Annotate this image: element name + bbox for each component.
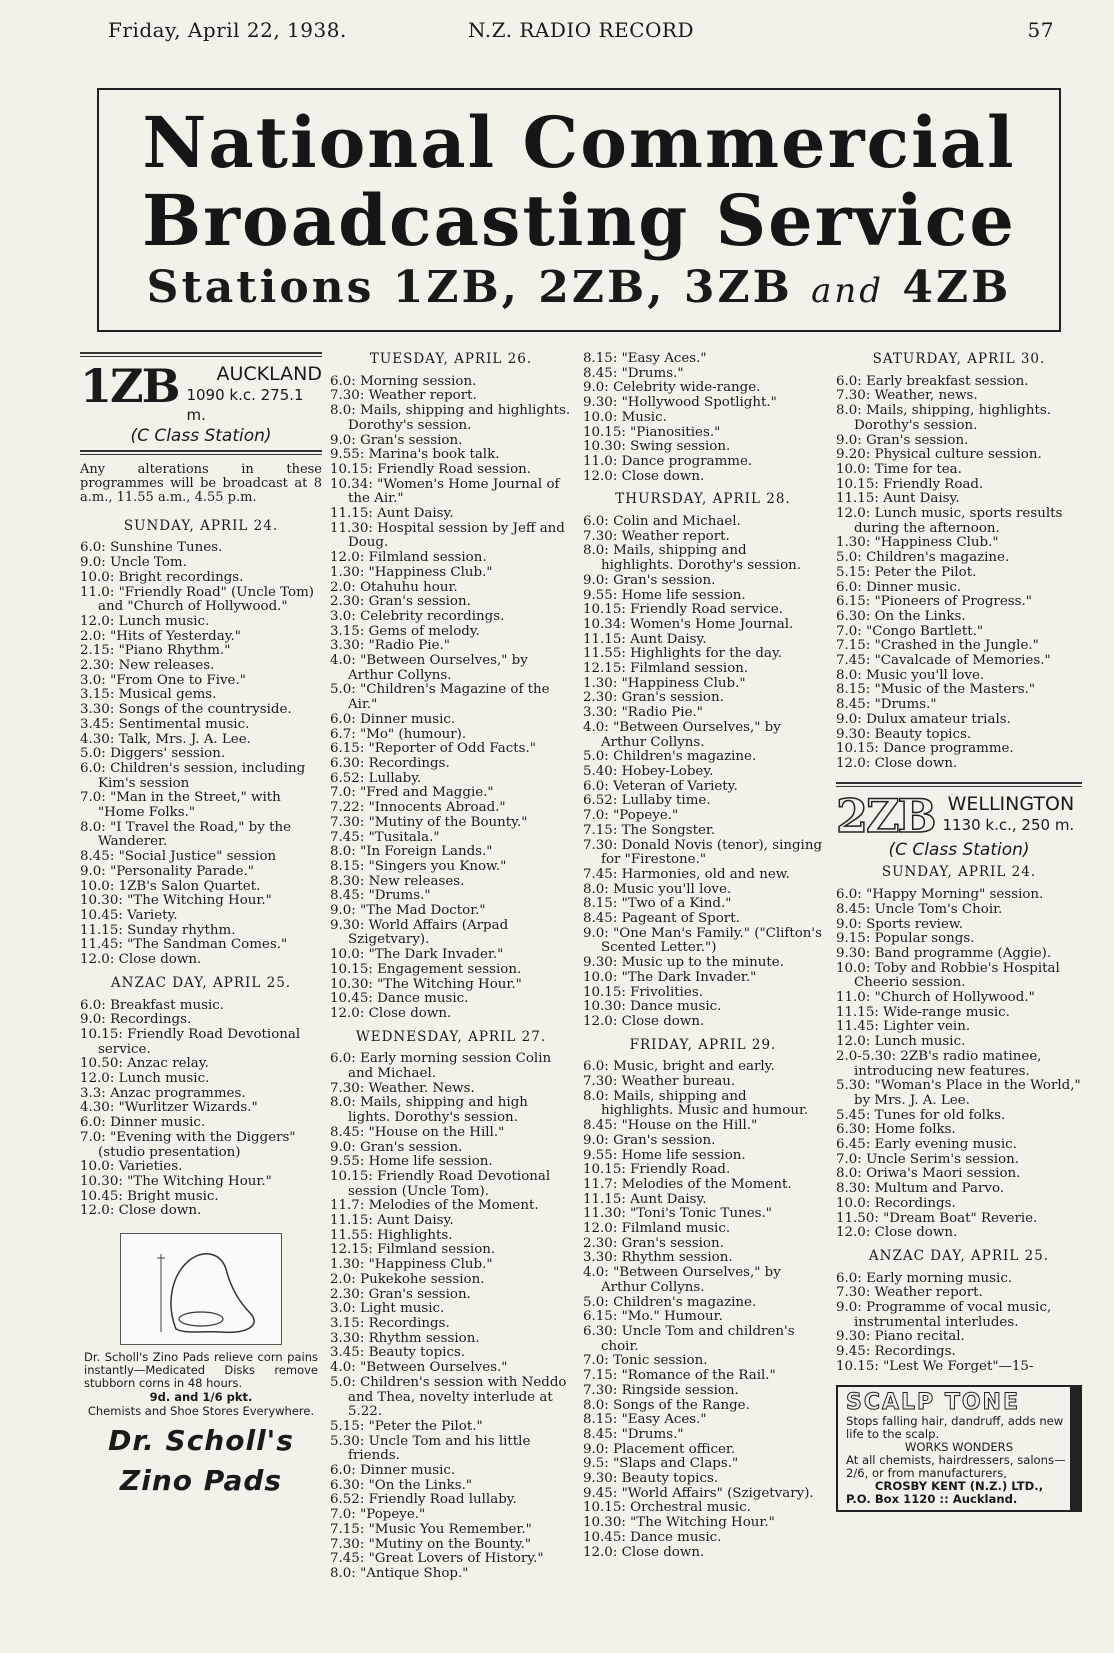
- program-entry: 9.0: Gran's session.: [330, 1139, 463, 1155]
- program-entry: 6.0: Children's session, including Kim's session: [80, 760, 306, 791]
- program-entry: 8.15: "Singers you Know.": [330, 858, 507, 874]
- issue-date: Friday, April 22, 1938.: [108, 18, 347, 42]
- program-entry: 9.5: "Slaps and Claps.": [583, 1456, 739, 1472]
- program-entry: 8.0: "I Travel the Road," by the Wanderer.: [80, 819, 291, 850]
- program-entry: 2.0: Pukekohe session.: [330, 1271, 485, 1287]
- program-entry: 10.0: Recordings.: [836, 1195, 956, 1211]
- program-entry: 7.30: "Mutiny on the Bounty.": [330, 1536, 532, 1552]
- program-entry: 7.45: "Tusitala.": [330, 829, 440, 845]
- program-entry: 8.15: "Easy Aces.": [583, 1412, 707, 1428]
- program-entry: 7.30: Weather bureau.: [583, 1074, 736, 1090]
- program-entry: 9.0: "One Man's Family." ("Clifton's Scented Letter."): [583, 925, 822, 956]
- program-entry: 9.30: Band programme (Aggie).: [836, 945, 1052, 961]
- scalp-tone-line-5: P.O. Box 1120 :: Auckland.: [846, 1491, 1018, 1506]
- program-entry: 2.0: Otahuhu hour.: [330, 579, 458, 595]
- program-entry: 5.0: Children's session with Neddo and Thea, novelty interlude at 5.22.: [330, 1374, 567, 1420]
- masthead-banner: [97, 88, 1061, 332]
- program-list: [80, 999, 322, 1220]
- program-entry: 12.15: Filmland session.: [330, 1242, 496, 1258]
- program-entry: 1.30: "Happiness Club.": [330, 564, 493, 580]
- program-entry: 9.0: "The Mad Doctor.": [330, 903, 486, 919]
- program-entry: 9.0: Programme of vocal music, instrumental interludes.: [836, 1300, 1052, 1330]
- program-entry: 12.0: Filmland music.: [583, 1221, 731, 1237]
- program-entry: 8.0: Mails, shipping and highlights. Dorothy's session.: [330, 403, 571, 433]
- program-entry: 10.0: Toby and Robbie's Hospital Cheerio session.: [836, 960, 1060, 991]
- program-entry: 10.30: "The Witching Hour.": [583, 1515, 775, 1531]
- program-entry: 10.0: "The Dark Invader.": [330, 947, 504, 963]
- program-entry: 11.15: Sunday rhythm.: [80, 922, 236, 938]
- program-entry: 9.30: Piano recital.: [836, 1329, 965, 1345]
- program-entry: 6.30: Home folks.: [836, 1122, 956, 1138]
- program-entry: 6.15: "Pioneers of Progress.": [836, 594, 1032, 610]
- program-entry: 7.0: "Evening with the Diggers" (studio presentation): [80, 1129, 296, 1160]
- program-entry: 5.15: Peter the Pilot.: [836, 564, 977, 580]
- program-entry: 1.30: "Happiness Club.": [583, 675, 746, 691]
- program-entry: 2.0-5.30: 2ZB's radio matinee, introducing new features.: [836, 1048, 1042, 1079]
- station-name: AUCKLAND: [216, 363, 322, 385]
- program-entry: 10.15: Friendly Road Devotional service.: [80, 1026, 301, 1057]
- scholl-brand: Dr. Scholl's: [108, 1423, 294, 1457]
- program-entry: 10.15: Friendly Road.: [583, 1162, 731, 1178]
- program-entry: 11.15: Aunt Daisy.: [330, 1213, 454, 1229]
- program-entry: 2.30: Gran's session.: [330, 594, 471, 610]
- program-entry: 9.55: Home life session.: [583, 587, 746, 603]
- day-heading: FRIDAY, APRIL 29.: [629, 1036, 777, 1053]
- program-entry: 6.45: Early evening music.: [836, 1137, 1017, 1153]
- program-entry: 8.0: Mails, shipping and highlights. Music and humour.: [583, 1088, 809, 1119]
- scalp-tone-line-4: CROSBY KENT (N.Z.) LTD.,: [874, 1478, 1044, 1493]
- program-entry: 6.30: "On the Links.": [330, 1477, 472, 1493]
- program-entry: 7.45: Harmonies, old and new.: [583, 866, 790, 882]
- program-entry: 3.15: Gems of melody.: [330, 623, 480, 639]
- program-entry: 7.15: "Romance of the Rail.": [583, 1368, 776, 1384]
- banner-4zb: 4ZB: [902, 262, 1012, 313]
- program-entry: 10.15: Frivolities.: [583, 984, 703, 1000]
- program-entry: 7.0: Uncle Serim's session.: [836, 1151, 1019, 1167]
- scholl-advertisement: [80, 1233, 322, 1498]
- program-entry: 11.30: Hospital session by Jeff and Doug.: [330, 520, 565, 551]
- program-entry: 3.30: Songs of the countryside.: [80, 702, 292, 718]
- station-code: 1ZB: [80, 359, 179, 413]
- program-entry: 11.0: Dance programme.: [583, 453, 753, 469]
- scholl-text: Dr. Scholl's Zino Pads relieve corn pains instantly—Medicated Disks remove stubborn corns in 48 hours.: [84, 1350, 318, 1391]
- program-entry: 6.30: Uncle Tom and children's choir.: [583, 1324, 795, 1354]
- program-entry: 6.15: "Mo." Humour.: [583, 1309, 723, 1325]
- program-entry: 2.0: "Hits of Yesterday.": [80, 628, 241, 644]
- program-entry: 2.30: Gran's session.: [583, 1235, 724, 1251]
- program-entry: 10.0: Varieties.: [80, 1159, 183, 1175]
- program-entry: 9.0: Gran's session.: [836, 432, 969, 448]
- program-list: [836, 1272, 1082, 1375]
- program-entry: 2.15: "Piano Rhythm.": [80, 643, 231, 659]
- program-entry: 11.15: Aunt Daisy.: [330, 506, 454, 522]
- day-heading: SATURDAY, APRIL 30.: [872, 351, 1046, 367]
- program-entry: 8.30: Multum and Parvo.: [836, 1181, 1005, 1197]
- program-entry: 8.45: "House on the Hill.": [330, 1124, 505, 1140]
- program-entry: 11.15: Wide-range music.: [836, 1004, 1010, 1020]
- program-entry: 6.0: Early breakfast session.: [836, 373, 1029, 389]
- program-entry: 5.0: "Children's Magazine of the Air.": [330, 682, 550, 713]
- program-entry: 9.0: Sports review.: [836, 916, 964, 932]
- program-entry: 8.0: Oriwa's Maori session.: [836, 1166, 1021, 1182]
- program-entry: 10.0: Bright recordings.: [80, 569, 244, 585]
- program-entry: 6.30: On the Links.: [836, 608, 966, 624]
- program-entry: 5.0: Children's magazine.: [583, 1294, 757, 1310]
- program-entry: 1.30: "Happiness Club.": [330, 1257, 493, 1273]
- station-name: WELLINGTON: [947, 792, 1075, 815]
- program-entry: 12.0: Filmland session.: [330, 550, 487, 566]
- program-entry: 9.0: Gran's session.: [583, 572, 716, 588]
- column-3: [583, 352, 823, 1560]
- program-entry: 5.30: Uncle Tom and his little friends.: [330, 1433, 531, 1464]
- program-entry: 4.30: "Wurlitzer Wizards.": [80, 1100, 258, 1116]
- program-entry: 6.15: "Reporter of Odd Facts.": [330, 741, 536, 757]
- program-entry: 7.30: "Mutiny of the Bounty.": [330, 814, 528, 830]
- program-entry: 6.0: Music, bright and early.: [583, 1059, 775, 1075]
- publication-title: N.Z. RADIO RECORD: [468, 18, 694, 42]
- program-entry: 10.0: 1ZB's Salon Quartet.: [80, 878, 261, 894]
- program-entry: 1.30: "Happiness Club.": [836, 535, 999, 551]
- program-entry: 12.0: Lunch music, sports results during the afternoon.: [836, 506, 1063, 536]
- program-entry: 8.0: Music you'll love.: [836, 667, 985, 683]
- column-2: [330, 352, 572, 1582]
- alterations-note: Any alterations in these programmes will be broadcast at 8 a.m., 11.55 a.m., 4.55 p.m.: [80, 461, 322, 505]
- program-entry: 5.30: "Woman's Place in the World," by Mrs. J. A. Lee.: [836, 1078, 1081, 1108]
- program-entry: 7.0: "Congo Bartlett.": [836, 623, 984, 639]
- scalp-tone-title: SCALP TONE: [846, 1389, 1020, 1415]
- program-entry: 7.15: The Songster.: [583, 822, 716, 838]
- program-entry: 7.0: "Man in the Street," with "Home Folks.": [80, 790, 281, 821]
- program-entry: 8.15: "Easy Aces.": [583, 351, 707, 366]
- program-entry: 5.0: Diggers' session.: [80, 746, 226, 762]
- program-entry: 9.0: Gran's session.: [330, 432, 463, 448]
- program-entry: 8.45: "Drums.": [583, 365, 684, 381]
- program-entry: 8.0: Music you'll love.: [583, 881, 732, 897]
- program-entry: 5.45: Tunes for old folks.: [836, 1107, 1006, 1123]
- day-heading: SUNDAY, APRIL 24.: [881, 864, 1037, 881]
- program-entry: 8.15: "Two of a Kind.": [583, 896, 732, 912]
- program-entry: 9.0: Gran's session.: [583, 1132, 716, 1148]
- scholl-brand-2: Zino Pads: [119, 1463, 283, 1497]
- program-entry: 9.30: Beauty topics.: [583, 1471, 719, 1487]
- program-entry: 3.45: Sentimental music.: [80, 716, 250, 732]
- program-entry: 8.45: Pageant of Sport.: [583, 911, 740, 927]
- program-entry: 7.15: "Crashed in the Jungle.": [836, 638, 1039, 654]
- day-heading: THURSDAY, APRIL 28.: [615, 491, 791, 508]
- program-entry: 11.0: "Church of Hollywood.": [836, 990, 1035, 1006]
- program-entry: 4.0: "Between Ourselves," by Arthur Collyns.: [583, 719, 781, 750]
- program-entry: 10.0: Time for tea.: [836, 461, 962, 477]
- program-entry: 11.7: Melodies of the Moment.: [583, 1176, 792, 1192]
- program-entry: 11.7: Melodies of the Moment.: [330, 1198, 539, 1214]
- program-entry: 9.30: World Affairs (Arpad Szigetvary).: [330, 917, 509, 948]
- program-entry: 12.0: Close down.: [836, 1225, 958, 1241]
- day-heading: SUNDAY, APRIL 24.: [123, 517, 279, 534]
- program-entry: 10.30: "The Witching Hour.": [80, 893, 272, 909]
- program-entry: 10.34: Women's Home Journal.: [583, 616, 794, 632]
- program-entry: 12.0: Close down.: [80, 1203, 202, 1219]
- program-entry: 6.0: Dinner music.: [330, 1463, 456, 1479]
- program-entry: 10.15: Orchestral music.: [583, 1500, 751, 1516]
- program-entry: 9.20: Physical culture session.: [836, 447, 1042, 463]
- program-entry: 6.0: Colin and Michael.: [583, 514, 741, 530]
- program-entry: 10.15: Friendly Road session.: [330, 461, 532, 477]
- program-entry: 8.45: "Drums.": [583, 1426, 684, 1442]
- station-class: (C Class Station): [888, 839, 1030, 860]
- program-entry: 9.0: Uncle Tom.: [80, 555, 187, 571]
- program-entry: 3.3: Anzac programmes.: [80, 1085, 246, 1101]
- program-entry: 11.15: Aunt Daisy.: [583, 631, 707, 647]
- station-header-1zb: [80, 359, 322, 425]
- program-entry: 2.30: Gran's session.: [583, 690, 724, 706]
- program-entry: 7.0: "Popeye.": [583, 808, 679, 824]
- banner-and: and: [811, 271, 885, 311]
- program-entry: 9.30: Music up to the minute.: [583, 955, 784, 971]
- program-entry: 7.30: Weather report.: [836, 1285, 983, 1301]
- program-entry: 10.15: Friendly Road service.: [583, 602, 783, 618]
- program-entry: 5.0: Children's magazine.: [836, 550, 1010, 566]
- program-entry: 6.52: Lullaby time.: [583, 793, 711, 809]
- program-entry: 10.30: Swing session.: [583, 439, 731, 455]
- scholl-where: Chemists and Shoe Stores Everywhere.: [87, 1403, 315, 1418]
- banner-stations: Stations 1ZB, 2ZB, 3ZB: [146, 262, 793, 313]
- program-entry: 3.15: Musical gems.: [80, 687, 217, 703]
- column-1: [80, 352, 322, 1498]
- program-entry: 10.15: Engagement session.: [330, 961, 522, 977]
- program-entry: 9.45: Recordings.: [836, 1344, 956, 1360]
- program-entry: 4.0: "Between Ourselves," by Arthur Collyns.: [583, 1265, 781, 1295]
- program-entry: 3.30: Rhythm session.: [330, 1330, 480, 1346]
- program-entry: 10.45: Variety.: [80, 907, 178, 923]
- program-entry: 10.30: Dance music.: [583, 999, 722, 1015]
- column-4: [836, 352, 1082, 1512]
- program-entry: 11.50: "Dream Boat" Reverie.: [836, 1210, 1038, 1226]
- program-entry: 11.55: Highlights.: [330, 1227, 453, 1243]
- program-entry: 8.30: New releases.: [330, 873, 465, 889]
- program-list: [836, 375, 1082, 772]
- program-entry: 4.0: "Between Ourselves.": [330, 1360, 508, 1376]
- program-entry: 11.30: "Toni's Tonic Tunes.": [583, 1206, 772, 1222]
- program-entry: 9.0: Placement officer.: [583, 1441, 736, 1457]
- program-entry: 2.30: New releases.: [80, 658, 215, 674]
- program-entry: 9.55: Marina's book talk.: [330, 447, 500, 463]
- program-entry: 3.45: Beauty topics.: [330, 1345, 466, 1361]
- program-entry: 11.45: "The Sandman Comes.": [80, 937, 288, 953]
- program-entry: 6.52: Lullaby.: [330, 770, 422, 786]
- program-entry: 10.15: Friendly Road.: [836, 476, 984, 492]
- program-entry: 10.45: Dance music.: [583, 1529, 722, 1545]
- program-entry: 9.30: Beauty topics.: [836, 726, 972, 742]
- program-entry: 6.7: "Mo" (humour).: [330, 726, 467, 742]
- foot-illustration: [120, 1233, 282, 1345]
- program-entry: 8.0: "In Foreign Lands.": [330, 844, 493, 860]
- program-entry: 2.30: Gran's session.: [330, 1286, 471, 1302]
- program-entry: 7.15: "Music You Remember.": [330, 1521, 532, 1537]
- program-entry: 10.30: "The Witching Hour.": [330, 976, 522, 992]
- program-entry: 10.15: "Pianosities.": [583, 424, 721, 440]
- program-entry: 6.30: Recordings.: [330, 755, 450, 771]
- program-entry: 8.15: "Music of the Masters.": [836, 682, 1036, 698]
- program-entry: 3.15: Recordings.: [330, 1316, 450, 1331]
- program-entry: 5.40: Hobey-Lobey.: [583, 763, 714, 779]
- program-entry: 6.0: Early morning music.: [836, 1270, 1013, 1286]
- program-entry: 6.52: Friendly Road lullaby.: [330, 1492, 517, 1508]
- program-entry: 7.45: "Cavalcade of Memories.": [836, 653, 1051, 669]
- program-entry: 7.30: Ringside session.: [583, 1382, 739, 1398]
- day-heading: WEDNESDAY, APRIL 27.: [355, 1028, 547, 1045]
- program-entry: 11.15: Aunt Daisy.: [836, 491, 960, 507]
- program-entry: 7.30: Weather, news.: [836, 388, 978, 404]
- program-entry: 8.0: "Antique Shop.": [330, 1565, 469, 1581]
- program-entry: 8.0: Mails, shipping, highlights. Dorothy's session.: [836, 403, 1051, 433]
- scalp-tone-advertisement: [836, 1385, 1082, 1512]
- program-list: [330, 1052, 572, 1581]
- program-entry: 6.0: Sunshine Tunes.: [80, 540, 223, 556]
- program-list: [583, 1060, 823, 1560]
- program-entry: 12.0: Lunch music.: [80, 1071, 210, 1087]
- page-number: 57: [1027, 18, 1054, 42]
- program-entry: 10.15: "Lest We Forget"—15-: [836, 1358, 1034, 1374]
- program-entry: 3.0: Celebrity recordings.: [330, 608, 505, 624]
- program-list: [583, 515, 823, 1030]
- scalp-tone-line-3: At all chemists, hairdressers, salons—2/6, or from manufacturers,: [846, 1452, 1066, 1480]
- program-entry: 6.0: Morning session.: [330, 373, 477, 389]
- program-entry: 7.22: "Innocents Abroad.": [330, 800, 506, 816]
- divider: [80, 450, 322, 455]
- program-entry: 12.0: Lunch music.: [836, 1034, 966, 1050]
- station-header-2zb: [836, 788, 1082, 843]
- program-entry: 7.30: Donald Novis (tenor), singing for "Firestone.": [583, 837, 823, 868]
- program-entry: 8.45: "Social Justice" session: [80, 849, 277, 865]
- program-entry: 9.30: "Hollywood Spotlight.": [583, 395, 777, 411]
- station-class: (C Class Station): [130, 426, 272, 446]
- program-entry: 9.55: Home life session.: [583, 1147, 746, 1163]
- program-entry: 7.45: "Great Lovers of History.": [330, 1551, 544, 1567]
- program-entry: 6.0: Breakfast music.: [80, 997, 225, 1013]
- program-entry: 5.0: Children's magazine.: [583, 749, 757, 765]
- program-entry: 9.0: "Personality Parade.": [80, 863, 254, 879]
- program-entry: 12.0: Close down.: [80, 952, 202, 968]
- program-entry: 12.15: Filmland session.: [583, 661, 749, 677]
- divider: [836, 782, 1082, 787]
- day-heading: ANZAC DAY, APRIL 25.: [868, 1247, 1050, 1264]
- program-entry: 6.0: Dinner music.: [80, 1115, 206, 1131]
- divider: [80, 352, 322, 357]
- program-entry: 10.34: "Women's Home Journal of the Air.": [330, 476, 560, 507]
- program-entry: 10.45: Dance music.: [330, 991, 469, 1007]
- program-entry: 8.45: "House on the Hill.": [583, 1118, 758, 1134]
- program-entry: 10.0: "The Dark Invader.": [583, 969, 757, 985]
- station-code: 2ZB: [836, 788, 935, 843]
- program-entry: 12.0: Close down.: [836, 755, 958, 771]
- program-entry: 9.0: Recordings.: [80, 1012, 192, 1028]
- scalp-tone-line-1: Stops falling hair, dandruff, adds new life to the scalp.: [846, 1413, 1064, 1441]
- banner-line-2: Broadcasting Service: [142, 179, 1016, 262]
- program-entry: 11.55: Highlights for the day.: [583, 646, 782, 662]
- program-entry: 5.15: "Peter the Pilot.": [330, 1418, 483, 1434]
- ad-border-bar: [1070, 1385, 1082, 1512]
- program-entry: 3.30: "Radio Pie.": [583, 705, 703, 721]
- program-entry: 10.45: Bright music.: [80, 1188, 219, 1204]
- program-entry: 12.0: Close down.: [583, 1013, 705, 1029]
- program-entry: 10.0: Music.: [583, 409, 667, 425]
- program-entry: 10.15: Friendly Road Devotional session (Uncle Tom).: [330, 1168, 551, 1199]
- program-entry: 8.0: Mails, shipping and highlights. Dorothy's session.: [583, 543, 802, 574]
- program-entry: 6.0: Early morning session Colin and Michael.: [330, 1051, 552, 1082]
- program-entry: 6.0: "Happy Morning" session.: [836, 887, 1044, 903]
- program-entry: 12.0: Lunch music.: [80, 613, 210, 629]
- program-entry: 12.0: Close down.: [583, 1544, 705, 1560]
- program-list: [836, 888, 1082, 1241]
- program-entry: 6.0: Veteran of Variety.: [583, 778, 738, 794]
- program-entry: 6.0: Dinner music.: [836, 579, 962, 595]
- scalp-tone-line-2: WORKS WONDERS: [904, 1439, 1014, 1454]
- program-entry: 4.30: Talk, Mrs. J. A. Lee.: [80, 731, 251, 747]
- program-entry: 6.0: Dinner music.: [330, 711, 456, 727]
- day-heading: ANZAC DAY, APRIL 25.: [110, 974, 292, 991]
- program-list: [80, 541, 322, 967]
- program-list: [330, 375, 572, 1022]
- program-entry: 11.0: "Friendly Road" (Uncle Tom) and "Church of Hollywood.": [80, 584, 315, 615]
- program-entry: 8.45: Uncle Tom's Choir.: [836, 901, 1003, 917]
- program-entry: 7.0: Tonic session.: [583, 1353, 708, 1369]
- program-entry: 7.0: "Popeye.": [330, 1507, 426, 1523]
- program-entry: 4.0: "Between Ourselves," by Arthur Collyns.: [330, 653, 528, 683]
- program-entry: 3.30: "Radio Pie.": [330, 638, 450, 654]
- program-entry: 7.0: "Fred and Maggie.": [330, 785, 494, 801]
- program-entry: 9.15: Popular songs.: [836, 931, 975, 947]
- program-entry: 11.15: Aunt Daisy.: [583, 1191, 707, 1207]
- station-frequency: 1130 k.c., 250 m.: [942, 815, 1075, 834]
- banner-line-3: [99, 262, 1059, 317]
- banner-line-1: National Commercial: [142, 101, 1016, 184]
- page-header: [108, 18, 1054, 42]
- program-entry: 8.45: "Drums.": [330, 888, 431, 904]
- day-heading: TUESDAY, APRIL 26.: [369, 351, 533, 367]
- program-entry: 7.30: Weather. News.: [330, 1080, 475, 1096]
- station-frequency: 1090 k.c. 275.1 m.: [186, 386, 304, 424]
- program-entry: 9.0: Dulux amateur trials.: [836, 711, 1011, 727]
- program-entry: 3.0: "From One to Five.": [80, 672, 246, 688]
- scholl-price: 9d. and 1/6 pkt.: [149, 1390, 253, 1405]
- program-entry: 9.55: Home life session.: [330, 1154, 493, 1170]
- program-entry: 10.50: Anzac relay.: [80, 1056, 209, 1072]
- program-entry: 10.15: Dance programme.: [836, 741, 1014, 757]
- program-entry: 11.45: Lighter vein.: [836, 1019, 971, 1035]
- program-entry: 8.0: Songs of the Range.: [583, 1397, 750, 1413]
- program-entry: 3.30: Rhythm session.: [583, 1250, 733, 1266]
- program-entry: 8.0: Mails, shipping and high lights. Dorothy's session.: [330, 1095, 528, 1126]
- program-entry: 9.45: "World Affairs" (Szigetvary).: [583, 1485, 814, 1501]
- program-entry: 10.30: "The Witching Hour.": [80, 1173, 272, 1189]
- program-entry: 7.30: Weather report.: [330, 388, 477, 404]
- program-entry: 7.30: Weather report.: [583, 528, 730, 544]
- program-entry: 3.0: Light music.: [330, 1301, 445, 1317]
- program-entry: 12.0: Close down.: [583, 468, 705, 484]
- program-list: [583, 352, 823, 484]
- program-entry: 9.0: Celebrity wide-range.: [583, 380, 761, 396]
- program-entry: 8.45: "Drums.": [836, 697, 937, 713]
- program-entry: 12.0: Close down.: [330, 1005, 452, 1021]
